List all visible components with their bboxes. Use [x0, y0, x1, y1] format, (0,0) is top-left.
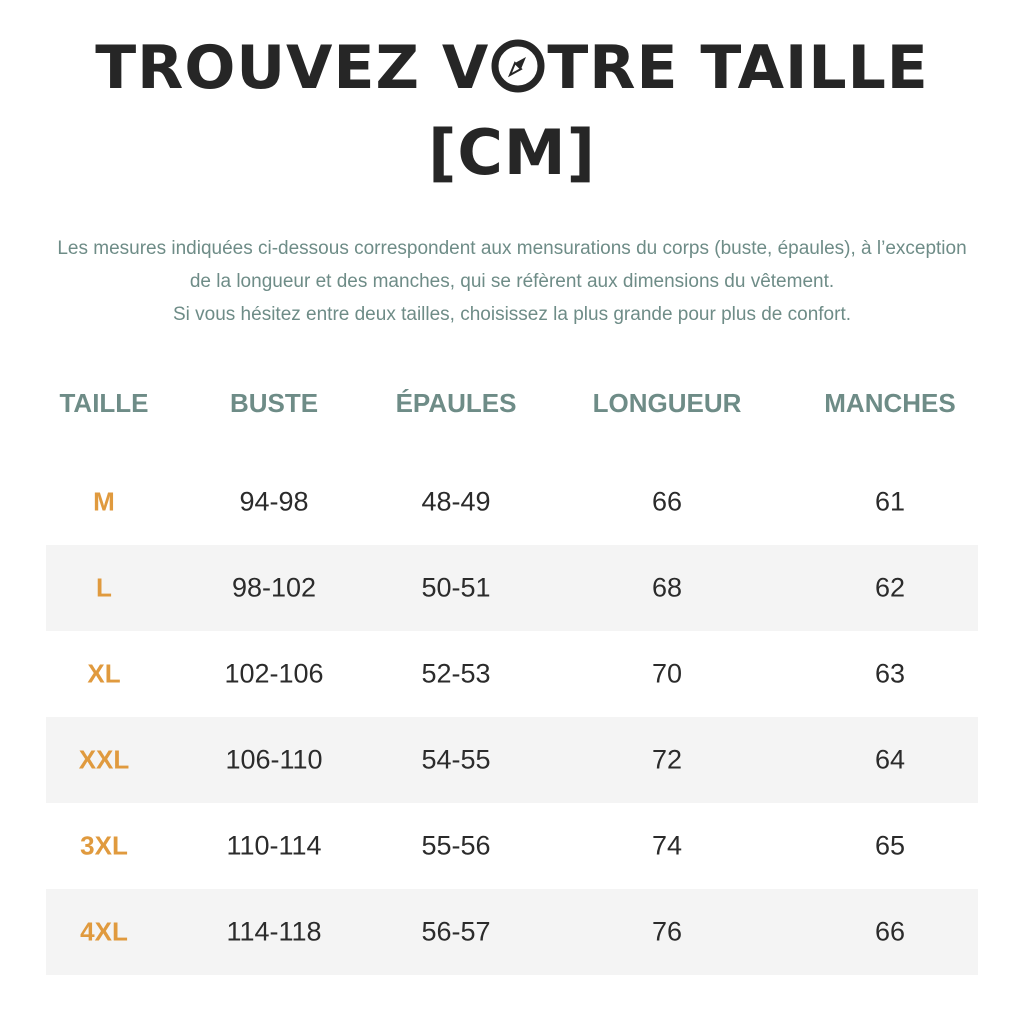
title-text-part-2: TRE TAILLE	[547, 33, 929, 103]
epaules-value: 52-53	[421, 658, 491, 689]
table-row	[46, 803, 978, 889]
table-row	[46, 889, 978, 975]
manches-value: 61	[874, 486, 906, 517]
longueur-value: 76	[651, 916, 683, 947]
manches-value: 65	[874, 830, 906, 861]
compass-icon	[490, 38, 546, 94]
header-manches: MANCHES	[824, 388, 956, 418]
longueur-value: 72	[651, 744, 683, 775]
epaules-value: 54-55	[421, 744, 491, 775]
size-label: XXL	[78, 744, 130, 775]
intro-line-2: de la longueur et des manches, qui se réfèrent aux dimensions du vêtement.	[189, 271, 835, 292]
header-longueur: LONGUEUR	[592, 388, 742, 418]
intro-line-3: Si vous hésitez entre deux tailles, choisissez la plus grande pour plus de confort.	[172, 304, 852, 325]
title-text-part-1: TROUVEZ V	[95, 33, 490, 103]
table-row	[46, 459, 978, 545]
table-row	[46, 631, 978, 717]
size-label: XL	[87, 658, 121, 689]
epaules-value: 50-51	[421, 572, 491, 603]
longueur-value: 74	[651, 830, 683, 861]
buste-value: 94-98	[239, 486, 309, 517]
header-taille: TAILLE	[59, 388, 149, 418]
buste-value: 110-114	[226, 830, 322, 861]
longueur-value: 70	[651, 658, 683, 689]
size-label: L	[96, 572, 112, 603]
longueur-value: 66	[651, 486, 683, 517]
intro-text	[0, 232, 1024, 331]
manches-value: 66	[874, 916, 906, 947]
size-label: 4XL	[80, 916, 128, 947]
buste-value: 106-110	[225, 744, 323, 775]
buste-value: 102-106	[224, 658, 324, 689]
longueur-value: 68	[651, 572, 683, 603]
size-label: M	[93, 486, 115, 517]
buste-value: 114-118	[226, 916, 322, 947]
epaules-value: 55-56	[421, 830, 491, 861]
table-row	[46, 545, 978, 631]
page-title-line-1	[0, 33, 1024, 103]
table-row	[46, 717, 978, 803]
size-label: 3XL	[80, 830, 128, 861]
size-table-header	[0, 388, 1024, 428]
buste-value: 98-102	[231, 572, 317, 603]
epaules-value: 48-49	[421, 486, 491, 517]
manches-value: 63	[874, 658, 906, 689]
manches-value: 64	[874, 744, 906, 775]
header-epaules: ÉPAULES	[395, 388, 517, 418]
size-table	[46, 459, 978, 975]
header-buste: BUSTE	[229, 388, 319, 418]
page-title-line-2: [CM]	[428, 116, 596, 189]
intro-line-1: Les mesures indiquées ci-dessous correspondent aux mensurations du corps (buste, épaules), à l’exception	[57, 238, 967, 259]
epaules-value: 56-57	[421, 916, 491, 947]
manches-value: 62	[874, 572, 906, 603]
